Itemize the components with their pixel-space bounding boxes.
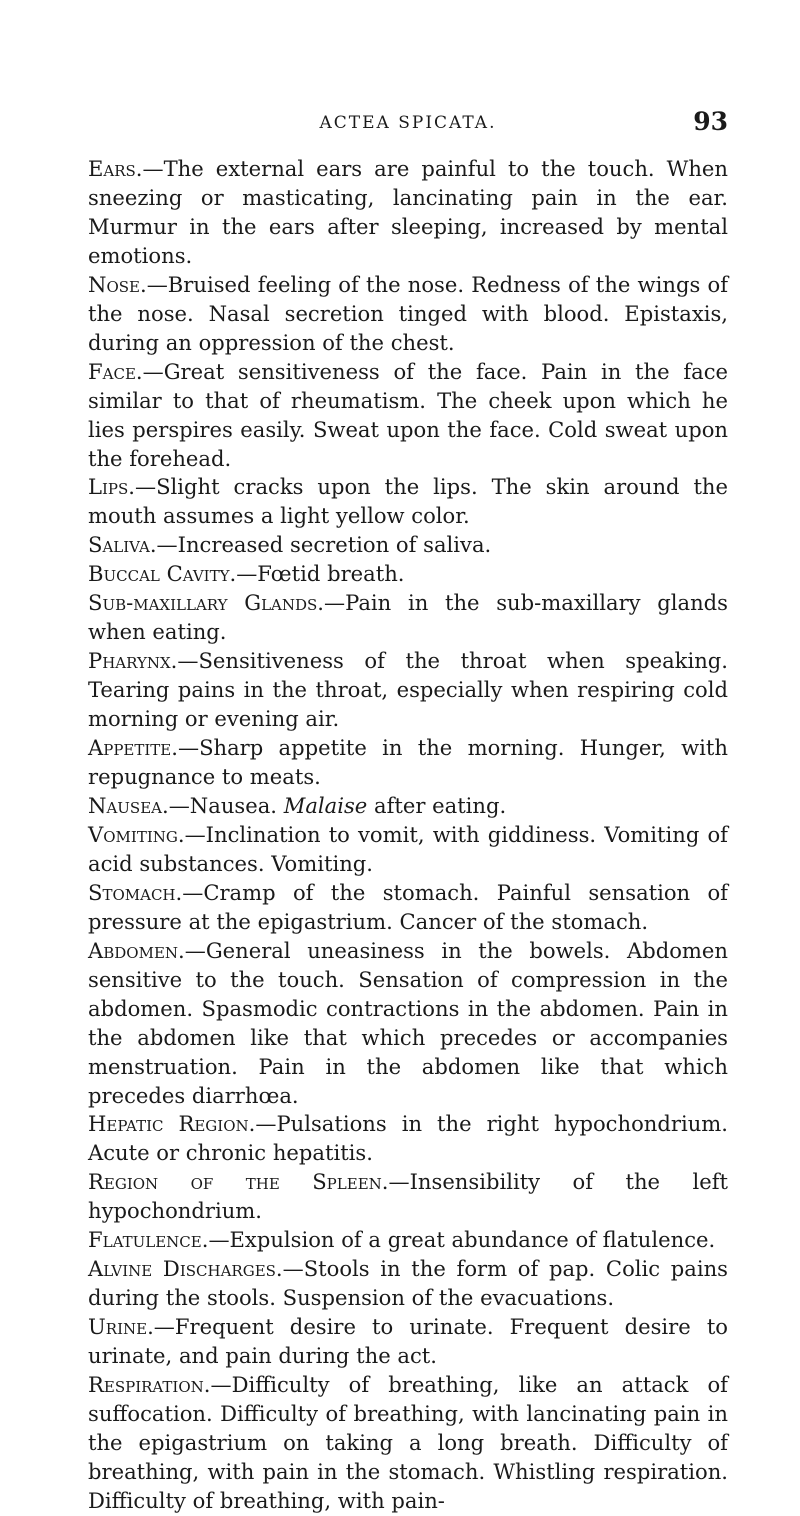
symptom-entry [88, 473, 728, 531]
symptom-entry [88, 1110, 728, 1168]
entry-text: —Increased secretion of saliva. [156, 532, 492, 558]
section-heading: Vomiting. [88, 821, 185, 847]
italic-term: Malaise [283, 792, 368, 818]
entry-text: —Slight cracks upon the lips. The skin around the mouth assumes a light yellow color. [88, 474, 728, 529]
symptom-entry [88, 1168, 728, 1226]
symptom-entry [88, 792, 728, 821]
symptom-entry [88, 1226, 728, 1255]
symptom-entry [88, 589, 728, 647]
section-heading: Face. [88, 358, 143, 384]
section-heading: Stomach. [88, 879, 183, 905]
section-heading: Alvine Discharges. [88, 1256, 283, 1282]
section-heading: Appetite. [88, 735, 178, 761]
running-title: ACTEA SPICATA. [319, 113, 497, 133]
section-heading: Nausea. [88, 792, 169, 818]
section-heading: Lips. [88, 474, 136, 500]
entry-text: —The external ears are painful to the touch. When sneezing or masticating, lancinating pain in the ear. Murmur in the ears after sleeping, increased by mental emotions. [88, 156, 728, 268]
symptom-entry [88, 271, 728, 358]
section-heading: Region of the Spleen. [88, 1169, 389, 1195]
entry-text: —Nausea. [168, 792, 278, 818]
symptom-entry [88, 1313, 728, 1371]
entry-text: —Inclination to vomit, with giddiness. Vomiting of acid substances. Vomiting. [88, 821, 728, 876]
entry-text: —Cramp of the stomach. Painful sensation of pressure at the epigastrium. Cancer of the stomach. [88, 879, 728, 934]
symptom-entry [88, 879, 728, 937]
section-heading: Pharynx. [88, 648, 178, 674]
entry-text: —Insensibility of the left hypochondrium. [88, 1169, 728, 1224]
symptom-entry [88, 821, 728, 879]
entry-text: —Difficulty of breathing, like an attack of suffocation. Difficulty of breathing, with lancinating pain in the epigastrium on taking a long breath. Difficulty of breathing, with pain in the stomach. Whistling respiration. Difficulty of breathing, with pain- [88, 1372, 728, 1513]
symptom-entry [88, 734, 728, 792]
section-heading: Nose. [88, 271, 147, 297]
entry-text: —Sensitiveness of the throat when speaking. Tearing pains in the throat, especially when respiring cold morning or evening air. [88, 648, 728, 732]
symptom-entry [88, 531, 728, 560]
entry-text: —General uneasiness in the bowels. Abdomen sensitive to the touch. Sensation of compression in the abdomen. Spasmodic contractions in the abdomen. Pain in the abdomen like that which precedes or accompanies menstruation. Pain in the abdomen like that which precedes diarrhœa. [88, 937, 728, 1108]
entry-text: —Stools in the form of pap. Colic pains during the stools. Suspension of the evacuations. [88, 1256, 728, 1311]
symptom-entry [88, 937, 728, 1111]
section-heading: Sub-maxillary Glands. [88, 590, 325, 616]
symptom-entry [88, 647, 728, 734]
symptom-entry [88, 1255, 728, 1313]
entry-text: —Bruised feeling of the nose. Redness of the wings of the nose. Nasal secretion tinged with blood. Epistaxis, during an oppression of the chest. [88, 271, 728, 355]
page-header [88, 107, 728, 143]
entry-text: —Expulsion of a great abundance of flatulence. [208, 1227, 716, 1253]
entry-text-tail: after eating. [367, 792, 507, 818]
entry-text: —Frequent desire to urinate. Frequent desire to urinate, and pain during the act. [88, 1314, 728, 1369]
section-heading: Buccal Cavity. [88, 561, 237, 587]
section-heading: Respiration. [88, 1372, 211, 1398]
page-number: 93 [693, 107, 728, 136]
section-heading: Urine. [88, 1314, 154, 1340]
section-heading: Hepatic Region. [88, 1111, 256, 1137]
symptom-entry [88, 155, 728, 271]
symptom-entry [88, 1371, 728, 1516]
section-heading: Abdomen. [88, 937, 185, 963]
section-heading: Flatulence. [88, 1227, 209, 1253]
entry-text: —Pulsations in the right hypochondrium. Acute or chronic hepatitis. [88, 1111, 728, 1166]
entry-text: —Great sensitiveness of the face. Pain in the face similar to that of rheumatism. The cheek upon which he lies perspires easily. Sweat upon the face. Cold sweat upon the forehead. [88, 358, 728, 471]
symptom-entry [88, 358, 728, 474]
symptom-entry [88, 560, 728, 589]
section-heading: Saliva. [88, 532, 157, 558]
body-text [88, 155, 728, 1516]
entry-text: —Sharp appetite in the morning. Hunger, with repugnance to meats. [88, 735, 728, 790]
entry-text: —Fœtid breath. [236, 561, 405, 587]
section-heading: Ears. [88, 156, 143, 181]
entry-text: —Pain in the sub-maxillary glands when eating. [88, 590, 729, 645]
